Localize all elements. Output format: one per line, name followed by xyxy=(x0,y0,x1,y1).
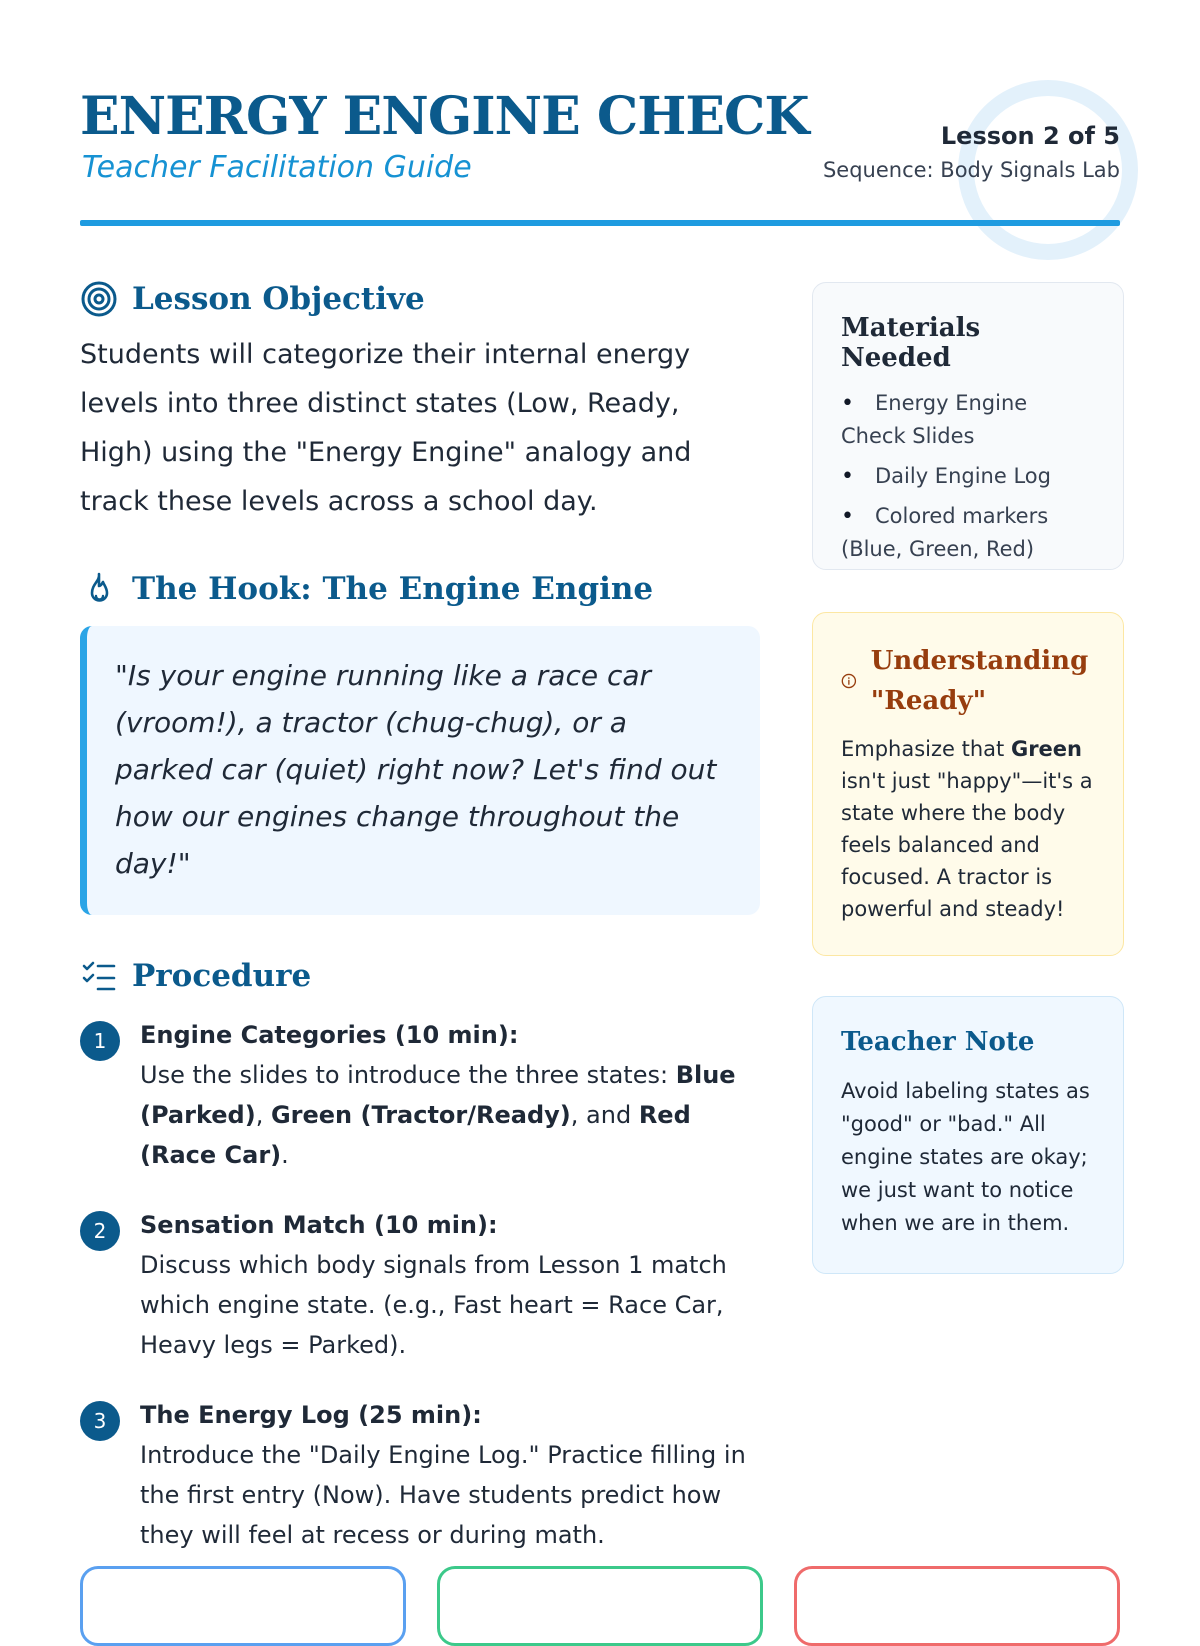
checklist-icon xyxy=(80,957,118,995)
teacher-note-text: Avoid labeling states as "good" or "bad." All engine states are okay; we just want to notice when we are in them. xyxy=(841,1079,1090,1235)
materials-title: Materials Needed xyxy=(841,313,981,373)
lesson-info xyxy=(823,122,1120,182)
step-text-sep: , xyxy=(255,1101,271,1129)
hook-section xyxy=(80,570,760,915)
lesson-number: Lesson 2 of 5 xyxy=(940,122,1120,150)
step-text-sep: , and xyxy=(570,1101,639,1129)
step-text: Introduce the "Daily Engine Log." Practice filling in the first entry (Now). Have students predict how they will feel at recess or during math. xyxy=(140,1441,746,1549)
target-icon xyxy=(80,280,118,318)
state-blue: Blue (Parked) xyxy=(140,1061,736,1129)
understanding-rest: isn't just "happy"—it's a state where the body feels balanced and focused. A tractor is powerful and steady! xyxy=(841,769,1093,921)
procedure-heading-text: Procedure xyxy=(132,958,312,994)
objective-heading xyxy=(80,280,760,318)
step-body xyxy=(140,1395,760,1555)
procedure-section xyxy=(80,957,760,1555)
materials-list xyxy=(841,387,1095,566)
understanding-text xyxy=(841,733,1095,925)
hook-heading xyxy=(80,570,760,608)
procedure-step xyxy=(80,1205,760,1365)
understanding-bold: Green xyxy=(1010,737,1082,761)
flame-icon xyxy=(80,570,118,608)
materials-item: • Colored markers (Blue, Green, Red) xyxy=(841,500,1095,566)
blue-state-card xyxy=(80,1566,406,1646)
main-column xyxy=(80,280,760,1585)
step-body xyxy=(140,1205,760,1365)
teacher-note-title: Teacher Note xyxy=(841,1027,1035,1057)
understanding-card xyxy=(812,612,1124,956)
hook-quote: "Is your engine running like a race car (vroom!), a tractor (chug-chug), or a parked car (quiet) right now? Let's find out how our engines change throughout the day!" xyxy=(80,626,760,915)
materials-card xyxy=(812,282,1124,570)
step-title: Sensation Match (10 min): xyxy=(140,1211,498,1239)
state-green: Green (Tractor/Ready) xyxy=(270,1101,571,1129)
step-text-end: . xyxy=(281,1141,289,1169)
step-number: 3 xyxy=(80,1401,120,1441)
step-number: 1 xyxy=(80,1021,120,1061)
procedure-step xyxy=(80,1395,760,1555)
header-divider xyxy=(80,220,1120,226)
step-body xyxy=(140,1015,760,1175)
procedure-steps xyxy=(80,1015,760,1555)
materials-item: • Energy Engine Check Slides xyxy=(841,387,1095,453)
info-icon xyxy=(841,669,857,693)
objective-section xyxy=(80,280,760,526)
hook-heading-text: The Hook: The Engine Engine xyxy=(132,571,654,607)
procedure-heading xyxy=(80,957,760,995)
step-title: The Energy Log (25 min): xyxy=(140,1401,482,1429)
step-text: Discuss which body signals from Lesson 1 match which engine state. (e.g., Fast heart = Race Car, Heavy legs = Parked). xyxy=(140,1251,727,1359)
understanding-heading xyxy=(841,641,1095,721)
understanding-title: Understanding "Ready" xyxy=(870,646,1089,716)
step-title: Engine Categories (10 min): xyxy=(140,1021,519,1049)
teacher-note-card xyxy=(812,996,1124,1274)
objective-heading-text: Lesson Objective xyxy=(132,281,425,317)
green-state-card xyxy=(437,1566,763,1646)
step-text-lead: Use the slides to introduce the three states: xyxy=(140,1061,676,1089)
header xyxy=(80,86,1120,226)
step-number: 2 xyxy=(80,1211,120,1251)
step-text xyxy=(140,1055,760,1175)
page-subtitle: Teacher Facilitation Guide xyxy=(82,150,472,185)
materials-item: • Daily Engine Log xyxy=(841,460,1095,493)
objective-text: Students will categorize their internal energy levels into three distinct states (Low, Ready, High) using the "Energy Engine" analogy and track these levels across a school day. xyxy=(80,339,692,517)
state-red: Red (Race Car) xyxy=(140,1101,691,1169)
page-title: ENERGY ENGINE CHECK xyxy=(80,86,809,147)
red-state-card xyxy=(794,1566,1120,1646)
procedure-step xyxy=(80,1015,760,1175)
lesson-sequence: Sequence: Body Signals Lab xyxy=(822,158,1120,182)
understanding-lead: Emphasize that xyxy=(841,737,1011,761)
